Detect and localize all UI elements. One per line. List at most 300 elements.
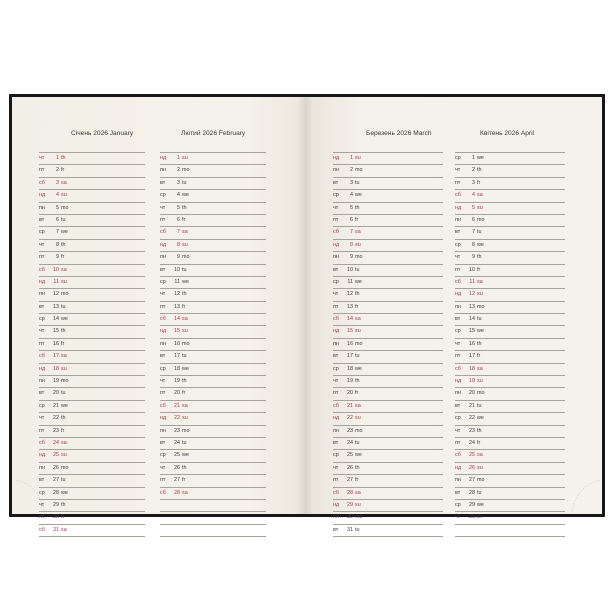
day-row <box>333 325 443 337</box>
day-row <box>455 437 565 449</box>
day-number: 31 <box>53 526 59 533</box>
weekday-abbrev-en: tu <box>477 489 482 496</box>
day-row <box>160 313 266 325</box>
weekday-abbrev-en: th <box>61 415 66 422</box>
weekday-label: пт <box>160 303 166 310</box>
weekday-abbrev-en: we <box>61 489 68 496</box>
weekday-label: ср <box>160 278 166 285</box>
day-row <box>333 239 443 251</box>
weekday-abbrev-en: we <box>61 316 68 323</box>
weekday-label: пт <box>333 390 339 397</box>
weekday-abbrev-en: th <box>355 378 360 385</box>
weekday-label: сб <box>333 489 339 496</box>
day-row <box>160 350 266 362</box>
day-number: 4 <box>56 192 59 199</box>
day-row <box>455 251 565 263</box>
day-number: 31 <box>347 526 353 533</box>
day-number: 19 <box>347 378 353 385</box>
day-number: 27 <box>174 477 180 484</box>
weekday-label: сб <box>455 365 461 372</box>
weekday-abbrev-en: th <box>61 328 66 335</box>
day-number: 28 <box>469 489 475 496</box>
day-row <box>39 152 145 164</box>
weekday-label: ср <box>455 241 461 248</box>
day-number: 18 <box>469 365 475 372</box>
month-title-april: Квітень 2026 April <box>480 130 535 137</box>
day-number: 19 <box>53 378 59 385</box>
empty-ruled-line <box>160 499 266 511</box>
day-number: 5 <box>177 204 180 211</box>
day-row <box>333 152 443 164</box>
weekday-label: вт <box>39 477 45 484</box>
weekday-label: ср <box>333 278 339 285</box>
weekday-abbrev-en: tu <box>61 477 66 484</box>
weekday-abbrev-en: tu <box>182 266 187 273</box>
month-column-april <box>455 152 565 537</box>
month-column-march <box>333 152 443 537</box>
weekday-label: пт <box>160 477 166 484</box>
day-row <box>160 375 266 387</box>
weekday-abbrev-en: tu <box>61 390 66 397</box>
day-number: 28 <box>174 489 180 496</box>
weekday-abbrev-en: mo <box>182 254 190 261</box>
weekday-label: чт <box>160 464 166 471</box>
day-row <box>39 239 145 251</box>
weekday-abbrev-en: th <box>182 291 187 298</box>
day-row <box>39 462 145 474</box>
weekday-abbrev-en: sa <box>182 316 188 323</box>
weekday-abbrev-en: mo <box>355 340 363 347</box>
weekday-label: сб <box>455 278 461 285</box>
day-number: 17 <box>347 353 353 360</box>
weekday-abbrev-en: we <box>477 501 484 508</box>
day-number: 26 <box>347 464 353 471</box>
weekday-abbrev-en: mo <box>477 390 485 397</box>
day-number: 30 <box>469 514 475 521</box>
weekday-abbrev-en: su <box>355 241 361 248</box>
weekday-abbrev-en: mo <box>355 514 363 521</box>
day-row <box>39 276 145 288</box>
weekday-label: пт <box>39 254 45 261</box>
day-row <box>160 164 266 176</box>
weekday-abbrev-en: su <box>355 501 361 508</box>
day-number: 14 <box>53 316 59 323</box>
day-row <box>333 251 443 263</box>
day-row <box>39 499 145 511</box>
day-row <box>160 400 266 412</box>
day-row <box>160 239 266 251</box>
day-number: 29 <box>469 501 475 508</box>
day-number: 29 <box>347 501 353 508</box>
weekday-abbrev-en: th <box>182 464 187 471</box>
weekday-abbrev-en: mo <box>182 340 190 347</box>
weekday-abbrev-en: we <box>477 241 484 248</box>
weekday-abbrev-en: th <box>182 378 187 385</box>
weekday-label: нд <box>39 452 46 459</box>
weekday-abbrev-en: su <box>477 204 483 211</box>
day-number: 22 <box>347 415 353 422</box>
day-row <box>455 449 565 461</box>
weekday-abbrev-en: th <box>61 155 66 161</box>
day-row <box>455 474 565 486</box>
weekday-abbrev-en: su <box>182 415 188 422</box>
day-number: 5 <box>56 204 59 211</box>
weekday-abbrev-en: tu <box>182 353 187 360</box>
weekday-label: нд <box>333 501 340 508</box>
day-row <box>160 214 266 226</box>
day-row <box>333 487 443 499</box>
day-row <box>455 499 565 511</box>
weekday-abbrev-en: we <box>355 278 362 285</box>
day-number: 18 <box>174 365 180 372</box>
day-row <box>455 226 565 238</box>
day-number: 9 <box>350 254 353 261</box>
weekday-label: сб <box>333 316 339 323</box>
weekday-abbrev-en: mo <box>477 303 485 310</box>
day-row <box>455 313 565 325</box>
day-number: 20 <box>53 390 59 397</box>
day-row <box>333 499 443 511</box>
weekday-abbrev-en: we <box>355 192 362 199</box>
month-title-march: Березень 2026 March <box>366 130 432 137</box>
day-row <box>160 264 266 276</box>
day-number: 2 <box>56 167 59 174</box>
weekday-label: вт <box>455 229 461 236</box>
day-number: 9 <box>56 254 59 261</box>
day-row <box>160 449 266 461</box>
weekday-abbrev-en: mo <box>61 464 69 471</box>
weekday-abbrev-en: su <box>477 378 483 385</box>
day-row <box>39 264 145 276</box>
weekday-abbrev-en: mo <box>61 291 69 298</box>
weekday-abbrev-en: we <box>477 155 484 161</box>
day-row <box>39 350 145 362</box>
day-number: 12 <box>347 291 353 298</box>
weekday-abbrev-en: mo <box>182 167 190 174</box>
day-row <box>39 251 145 263</box>
day-number: 3 <box>177 179 180 186</box>
weekday-label: пт <box>333 216 339 223</box>
corner-ornament-icon <box>568 478 602 514</box>
day-number: 17 <box>174 353 180 360</box>
day-row <box>39 325 145 337</box>
day-row <box>160 474 266 486</box>
day-number: 9 <box>472 254 475 261</box>
weekday-abbrev-en: th <box>355 204 360 211</box>
weekday-abbrev-en: sa <box>355 489 361 496</box>
weekday-abbrev-en: we <box>61 402 68 409</box>
day-number: 9 <box>177 254 180 261</box>
day-row <box>333 177 443 189</box>
day-row <box>333 164 443 176</box>
weekday-label: сб <box>333 402 339 409</box>
day-number: 16 <box>53 340 59 347</box>
weekday-abbrev-en: mo <box>61 204 69 211</box>
day-row <box>455 375 565 387</box>
weekday-label: вт <box>160 353 166 360</box>
month-column-february <box>160 152 266 537</box>
weekday-abbrev-en: sa <box>61 526 67 533</box>
weekday-abbrev-en: mo <box>61 378 69 385</box>
day-row <box>333 338 443 350</box>
weekday-abbrev-en: sa <box>182 489 188 496</box>
day-row <box>455 276 565 288</box>
day-number: 11 <box>174 278 180 285</box>
day-number: 12 <box>53 291 59 298</box>
day-number: 19 <box>469 378 475 385</box>
weekday-label: вт <box>39 216 45 223</box>
day-row <box>333 400 443 412</box>
day-row <box>160 152 266 164</box>
day-number: 24 <box>469 439 475 446</box>
weekday-label: пн <box>39 291 45 298</box>
day-number: 17 <box>469 353 475 360</box>
day-row <box>39 425 145 437</box>
weekday-label: вт <box>333 266 339 273</box>
day-number: 6 <box>56 216 59 223</box>
weekday-abbrev-en: fr <box>477 439 481 446</box>
day-number: 23 <box>53 427 59 434</box>
day-row <box>455 487 565 499</box>
weekday-label: сб <box>333 229 339 236</box>
day-number: 10 <box>174 266 180 273</box>
day-row <box>455 152 565 164</box>
day-number: 15 <box>174 328 180 335</box>
day-number: 25 <box>347 452 353 459</box>
empty-ruled-line <box>160 524 266 537</box>
weekday-label: пн <box>455 390 461 397</box>
weekday-label: ср <box>333 365 339 372</box>
day-row <box>160 251 266 263</box>
weekday-abbrev-en: sa <box>61 179 67 186</box>
day-row <box>333 474 443 486</box>
weekday-label: нд <box>455 291 462 298</box>
weekday-label: ср <box>39 316 45 323</box>
day-row <box>39 412 145 424</box>
day-row <box>455 412 565 424</box>
day-number: 22 <box>174 415 180 422</box>
day-row <box>455 350 565 362</box>
day-number: 7 <box>350 229 353 236</box>
day-row <box>333 301 443 313</box>
weekday-label: пн <box>455 477 461 484</box>
day-row <box>39 338 145 350</box>
weekday-label: пт <box>455 353 461 360</box>
day-number: 13 <box>53 303 59 310</box>
weekday-label: нд <box>333 415 340 422</box>
day-row <box>39 164 145 176</box>
day-row <box>333 511 443 523</box>
day-number: 13 <box>174 303 180 310</box>
weekday-abbrev-en: we <box>182 452 189 459</box>
weekday-label: сб <box>455 452 461 459</box>
weekday-label: нд <box>39 278 46 285</box>
day-row <box>160 189 266 201</box>
day-number: 6 <box>177 216 180 223</box>
day-number: 10 <box>469 266 475 273</box>
day-row <box>455 511 565 523</box>
weekday-label: ср <box>455 415 461 422</box>
day-number: 20 <box>347 390 353 397</box>
day-number: 22 <box>469 415 475 422</box>
day-number: 23 <box>347 427 353 434</box>
day-number: 12 <box>174 291 180 298</box>
day-row <box>39 301 145 313</box>
weekday-label: ср <box>39 402 45 409</box>
weekday-label: пт <box>39 340 45 347</box>
weekday-label: пн <box>39 464 45 471</box>
day-row <box>455 387 565 399</box>
weekday-label: чт <box>455 340 461 347</box>
weekday-abbrev-en: we <box>477 328 484 335</box>
day-number: 16 <box>174 340 180 347</box>
day-number: 15 <box>469 328 475 335</box>
weekday-abbrev-en: th <box>477 340 482 347</box>
day-row <box>333 363 443 375</box>
weekday-abbrev-en: sa <box>182 229 188 236</box>
weekday-label: сб <box>39 526 45 533</box>
day-number: 10 <box>53 266 59 273</box>
weekday-abbrev-en: su <box>61 192 67 199</box>
weekday-abbrev-en: sa <box>477 192 483 199</box>
weekday-label: вт <box>333 526 339 533</box>
weekday-abbrev-en: tu <box>355 353 360 360</box>
weekday-abbrev-en: sa <box>355 316 361 323</box>
weekday-label: сб <box>39 266 45 273</box>
weekday-abbrev-en: sa <box>61 353 67 360</box>
weekday-abbrev-en: sa <box>477 452 483 459</box>
weekday-label: пн <box>455 216 461 223</box>
day-number: 3 <box>472 179 475 186</box>
day-row <box>455 325 565 337</box>
weekday-abbrev-en: fr <box>182 303 186 310</box>
day-number: 23 <box>469 427 475 434</box>
weekday-label: чт <box>39 241 45 248</box>
weekday-label: нд <box>333 328 340 335</box>
day-number: 7 <box>56 229 59 236</box>
day-row <box>455 214 565 226</box>
weekday-label: чт <box>455 254 461 261</box>
weekday-abbrev-en: mo <box>477 477 485 484</box>
weekday-abbrev-en: fr <box>182 216 186 223</box>
weekday-label: ср <box>455 155 461 161</box>
weekday-label: пн <box>160 340 166 347</box>
day-row <box>333 313 443 325</box>
day-number: 11 <box>53 278 59 285</box>
weekday-label: ср <box>160 192 166 199</box>
day-number: 24 <box>347 439 353 446</box>
day-number: 2 <box>177 167 180 174</box>
day-number: 1 <box>350 155 353 161</box>
day-row <box>39 524 145 537</box>
day-row <box>39 313 145 325</box>
day-number: 21 <box>469 402 475 409</box>
weekday-abbrev-en: mo <box>355 254 363 261</box>
weekday-label: пн <box>333 427 339 434</box>
weekday-label: пт <box>160 390 166 397</box>
weekday-abbrev-en: we <box>182 365 189 372</box>
weekday-abbrev-en: fr <box>61 167 65 174</box>
day-number: 15 <box>347 328 353 335</box>
weekday-abbrev-en: sa <box>477 278 483 285</box>
day-number: 4 <box>177 192 180 199</box>
weekday-abbrev-en: tu <box>355 439 360 446</box>
weekday-abbrev-en: fr <box>182 477 186 484</box>
day-row <box>333 214 443 226</box>
weekday-label: сб <box>39 179 45 186</box>
weekday-label: ср <box>455 328 461 335</box>
weekday-label: сб <box>160 316 166 323</box>
month-title-february: Лютий 2026 February <box>181 130 246 137</box>
day-row <box>333 276 443 288</box>
day-row <box>455 189 565 201</box>
weekday-label: пн <box>39 378 45 385</box>
day-row <box>160 462 266 474</box>
weekday-label: чт <box>39 155 45 161</box>
day-number: 8 <box>472 241 475 248</box>
day-row <box>333 412 443 424</box>
weekday-abbrev-en: sa <box>355 229 361 236</box>
day-number: 5 <box>472 204 475 211</box>
day-row <box>39 487 145 499</box>
day-row <box>455 400 565 412</box>
weekday-label: ср <box>333 192 339 199</box>
weekday-abbrev-en: tu <box>182 439 187 446</box>
weekday-abbrev-en: we <box>355 452 362 459</box>
weekday-label: нд <box>39 192 46 199</box>
weekday-abbrev-en: sa <box>61 266 67 273</box>
weekday-label: нд <box>160 328 167 335</box>
weekday-abbrev-en: su <box>61 278 67 285</box>
weekday-abbrev-en: sa <box>355 402 361 409</box>
weekday-abbrev-en: su <box>182 328 188 335</box>
day-number: 24 <box>53 439 59 446</box>
day-row <box>160 338 266 350</box>
day-row <box>455 239 565 251</box>
day-number: 16 <box>347 340 353 347</box>
weekday-abbrev-en: th <box>477 427 482 434</box>
day-row <box>160 412 266 424</box>
day-number: 4 <box>350 192 353 199</box>
day-number: 28 <box>347 489 353 496</box>
day-number: 7 <box>177 229 180 236</box>
day-number: 27 <box>53 477 59 484</box>
day-number: 21 <box>347 402 353 409</box>
weekday-label: чт <box>333 204 339 211</box>
day-row <box>455 164 565 176</box>
weekday-abbrev-en: tu <box>355 179 360 186</box>
day-number: 2 <box>350 167 353 174</box>
weekday-abbrev-en: fr <box>61 254 65 261</box>
day-number: 1 <box>177 155 180 161</box>
weekday-label: вт <box>333 353 339 360</box>
day-row <box>333 375 443 387</box>
weekday-abbrev-en: su <box>477 464 483 471</box>
day-row <box>333 437 443 449</box>
day-number: 14 <box>347 316 353 323</box>
weekday-label: вт <box>333 179 339 186</box>
weekday-abbrev-en: fr <box>61 340 65 347</box>
weekday-label: чт <box>160 204 166 211</box>
day-number: 27 <box>469 477 475 484</box>
day-number: 20 <box>174 390 180 397</box>
day-number: 1 <box>56 155 59 161</box>
weekday-label: чт <box>455 427 461 434</box>
weekday-abbrev-en: tu <box>61 303 66 310</box>
weekday-abbrev-en: sa <box>477 365 483 372</box>
weekday-abbrev-en: sa <box>182 402 188 409</box>
day-number: 13 <box>469 303 475 310</box>
